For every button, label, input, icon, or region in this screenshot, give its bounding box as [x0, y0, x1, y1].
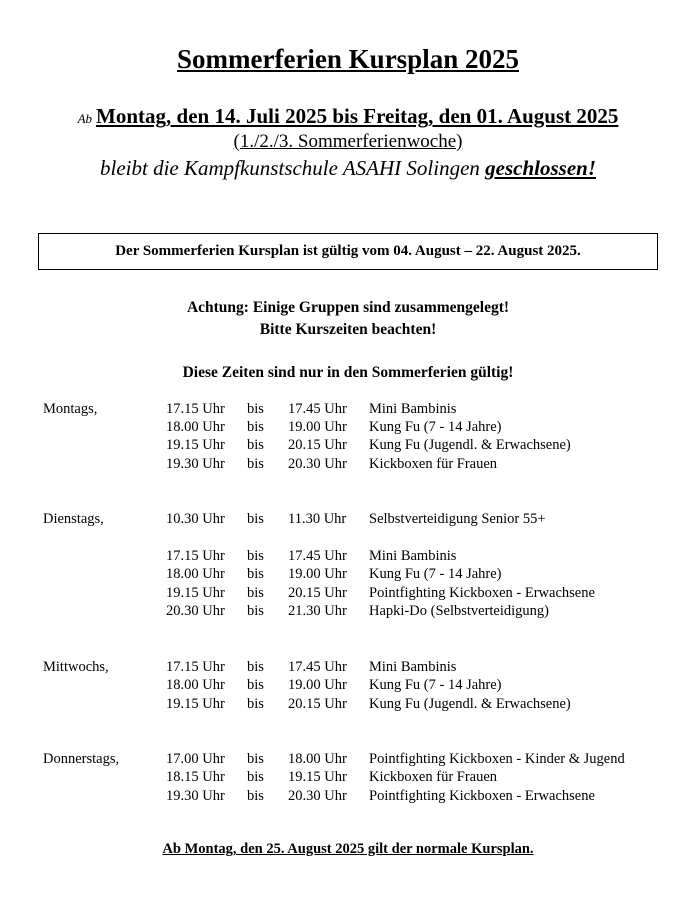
- schedule-start-time: 19.15 Uhr: [166, 585, 225, 601]
- schedule-course: Mini Bambinis: [369, 401, 457, 417]
- schedule-start-time: 17.00 Uhr: [166, 751, 225, 767]
- notice-groups-merged: Achtung: Einige Gruppen sind zusammengelegt!: [186, 299, 510, 316]
- schedule-end-time: 20.30 Uhr: [288, 788, 347, 804]
- schedule-bis: bis: [247, 659, 264, 675]
- schedule-row: [0, 437, 696, 455]
- schedule-row: [0, 659, 696, 677]
- schedule-end-time: 19.00 Uhr: [288, 419, 347, 435]
- schedule-course: Pointfighting Kickboxen - Erwachsene: [369, 585, 595, 601]
- schedule-end-time: 20.15 Uhr: [288, 437, 347, 453]
- schedule-bis: bis: [247, 585, 264, 601]
- schedule-start-time: 19.15 Uhr: [166, 437, 225, 453]
- schedule-bis: bis: [247, 769, 264, 785]
- schedule-bis: bis: [247, 548, 264, 564]
- schedule-day: Donnerstags,: [43, 751, 120, 767]
- schedule-start-time: 19.15 Uhr: [166, 696, 225, 712]
- schedule-row: [0, 751, 696, 769]
- schedule-course: Kickboxen für Frauen: [369, 769, 498, 785]
- schedule-bis: bis: [247, 456, 264, 472]
- schedule-end-time: 21.30 Uhr: [288, 603, 347, 619]
- schedule-row: [0, 566, 696, 584]
- schedule-row: [0, 769, 696, 787]
- schedule-row: [0, 788, 696, 806]
- schedule-end-time: 19.15 Uhr: [288, 769, 347, 785]
- schedule-bis: bis: [247, 511, 264, 527]
- schedule-end-time: 17.45 Uhr: [288, 401, 347, 417]
- schedule-start-time: 18.00 Uhr: [166, 566, 225, 582]
- schedule-day: Mittwochs,: [43, 659, 109, 675]
- schedule-bis: bis: [247, 419, 264, 435]
- schedule-course: Mini Bambinis: [369, 548, 457, 564]
- schedule-bis: bis: [247, 696, 264, 712]
- schedule-course: Pointfighting Kickboxen - Erwachsene: [369, 788, 595, 804]
- schedule-end-time: 18.00 Uhr: [288, 751, 347, 767]
- schedule-course: Kung Fu (7 - 14 Jahre): [369, 566, 502, 582]
- schedule-bis: bis: [247, 401, 264, 417]
- schedule-start-time: 18.00 Uhr: [166, 677, 225, 693]
- schedule-end-time: 20.15 Uhr: [288, 696, 347, 712]
- notice-check-times: Bitte Kurszeiten beachten!: [259, 321, 437, 338]
- closure-ab: Ab: [77, 111, 93, 126]
- schedule-start-time: 17.15 Uhr: [166, 659, 225, 675]
- schedule-course: Kung Fu (7 - 14 Jahre): [369, 677, 502, 693]
- schedule-bis: bis: [247, 788, 264, 804]
- schedule-course: Kickboxen für Frauen: [369, 456, 498, 472]
- schedule-start-time: 17.15 Uhr: [166, 401, 225, 417]
- schedule-bis: bis: [247, 437, 264, 453]
- schedule-row: [0, 677, 696, 695]
- schedule-start-time: 19.30 Uhr: [166, 456, 225, 472]
- schedule-row: [0, 696, 696, 714]
- schedule-row: [0, 401, 696, 419]
- schedule-end-time: 17.45 Uhr: [288, 659, 347, 675]
- schedule-end-time: 20.15 Uhr: [288, 585, 347, 601]
- schedule-start-time: 20.30 Uhr: [166, 603, 225, 619]
- notice-summer-only: Diese Zeiten sind nur in den Sommerferien gültig!: [182, 364, 514, 381]
- schedule-course: Pointfighting Kickboxen - Kinder & Jugend: [369, 751, 625, 767]
- schedule-bis: bis: [247, 603, 264, 619]
- schedule-day: Montags,: [43, 401, 98, 417]
- schedule-course: Selbstverteidigung Senior 55+: [369, 511, 546, 527]
- schedule-start-time: 18.00 Uhr: [166, 419, 225, 435]
- schedule-course: Kung Fu (Jugendl. & Erwachsene): [369, 696, 571, 712]
- schedule-row: [0, 456, 696, 474]
- schedule-end-time: 20.30 Uhr: [288, 456, 347, 472]
- closure-closed: geschlossen!: [485, 156, 596, 180]
- schedule-row: [0, 603, 696, 621]
- schedule-end-time: 19.00 Uhr: [288, 566, 347, 582]
- schedule-course: Kung Fu (Jugendl. & Erwachsene): [369, 437, 571, 453]
- schedule-course: Mini Bambinis: [369, 659, 457, 675]
- validity-text: Der Sommerferien Kursplan ist gültig vom 04. August – 22. August 2025.: [115, 243, 581, 259]
- schedule-end-time: 17.45 Uhr: [288, 548, 347, 564]
- schedule-start-time: 18.15 Uhr: [166, 769, 225, 785]
- schedule-row: [0, 585, 696, 603]
- closure-period: Montag, den 14. Juli 2025 bis Freitag, den 01. August 2025: [96, 104, 619, 128]
- page-title: Sommerferien Kursplan 2025: [177, 44, 519, 74]
- schedule-end-time: 19.00 Uhr: [288, 677, 347, 693]
- schedule-course: Kung Fu (7 - 14 Jahre): [369, 419, 502, 435]
- schedule-bis: bis: [247, 751, 264, 767]
- schedule-day: Dienstags,: [43, 511, 104, 527]
- schedule-course: Hapki-Do (Selbstverteidigung): [369, 603, 550, 619]
- closure-text: bleibt die Kampfkunstschule ASAHI Solingen: [100, 156, 480, 180]
- footer-note: Ab Montag, den 25. August 2025 gilt der normale Kursplan.: [162, 841, 534, 857]
- schedule-start-time: 17.15 Uhr: [166, 548, 225, 564]
- schedule-row: [0, 511, 696, 529]
- schedule-start-time: 10.30 Uhr: [166, 511, 225, 527]
- schedule-bis: bis: [247, 677, 264, 693]
- schedule-row: [0, 548, 696, 566]
- schedule-start-time: 19.30 Uhr: [166, 788, 225, 804]
- schedule-row: [0, 419, 696, 437]
- schedule-bis: bis: [247, 566, 264, 582]
- closure-weeks: (1./2./3. Sommerferienwoche): [233, 131, 463, 152]
- schedule-end-time: 11.30 Uhr: [288, 511, 347, 527]
